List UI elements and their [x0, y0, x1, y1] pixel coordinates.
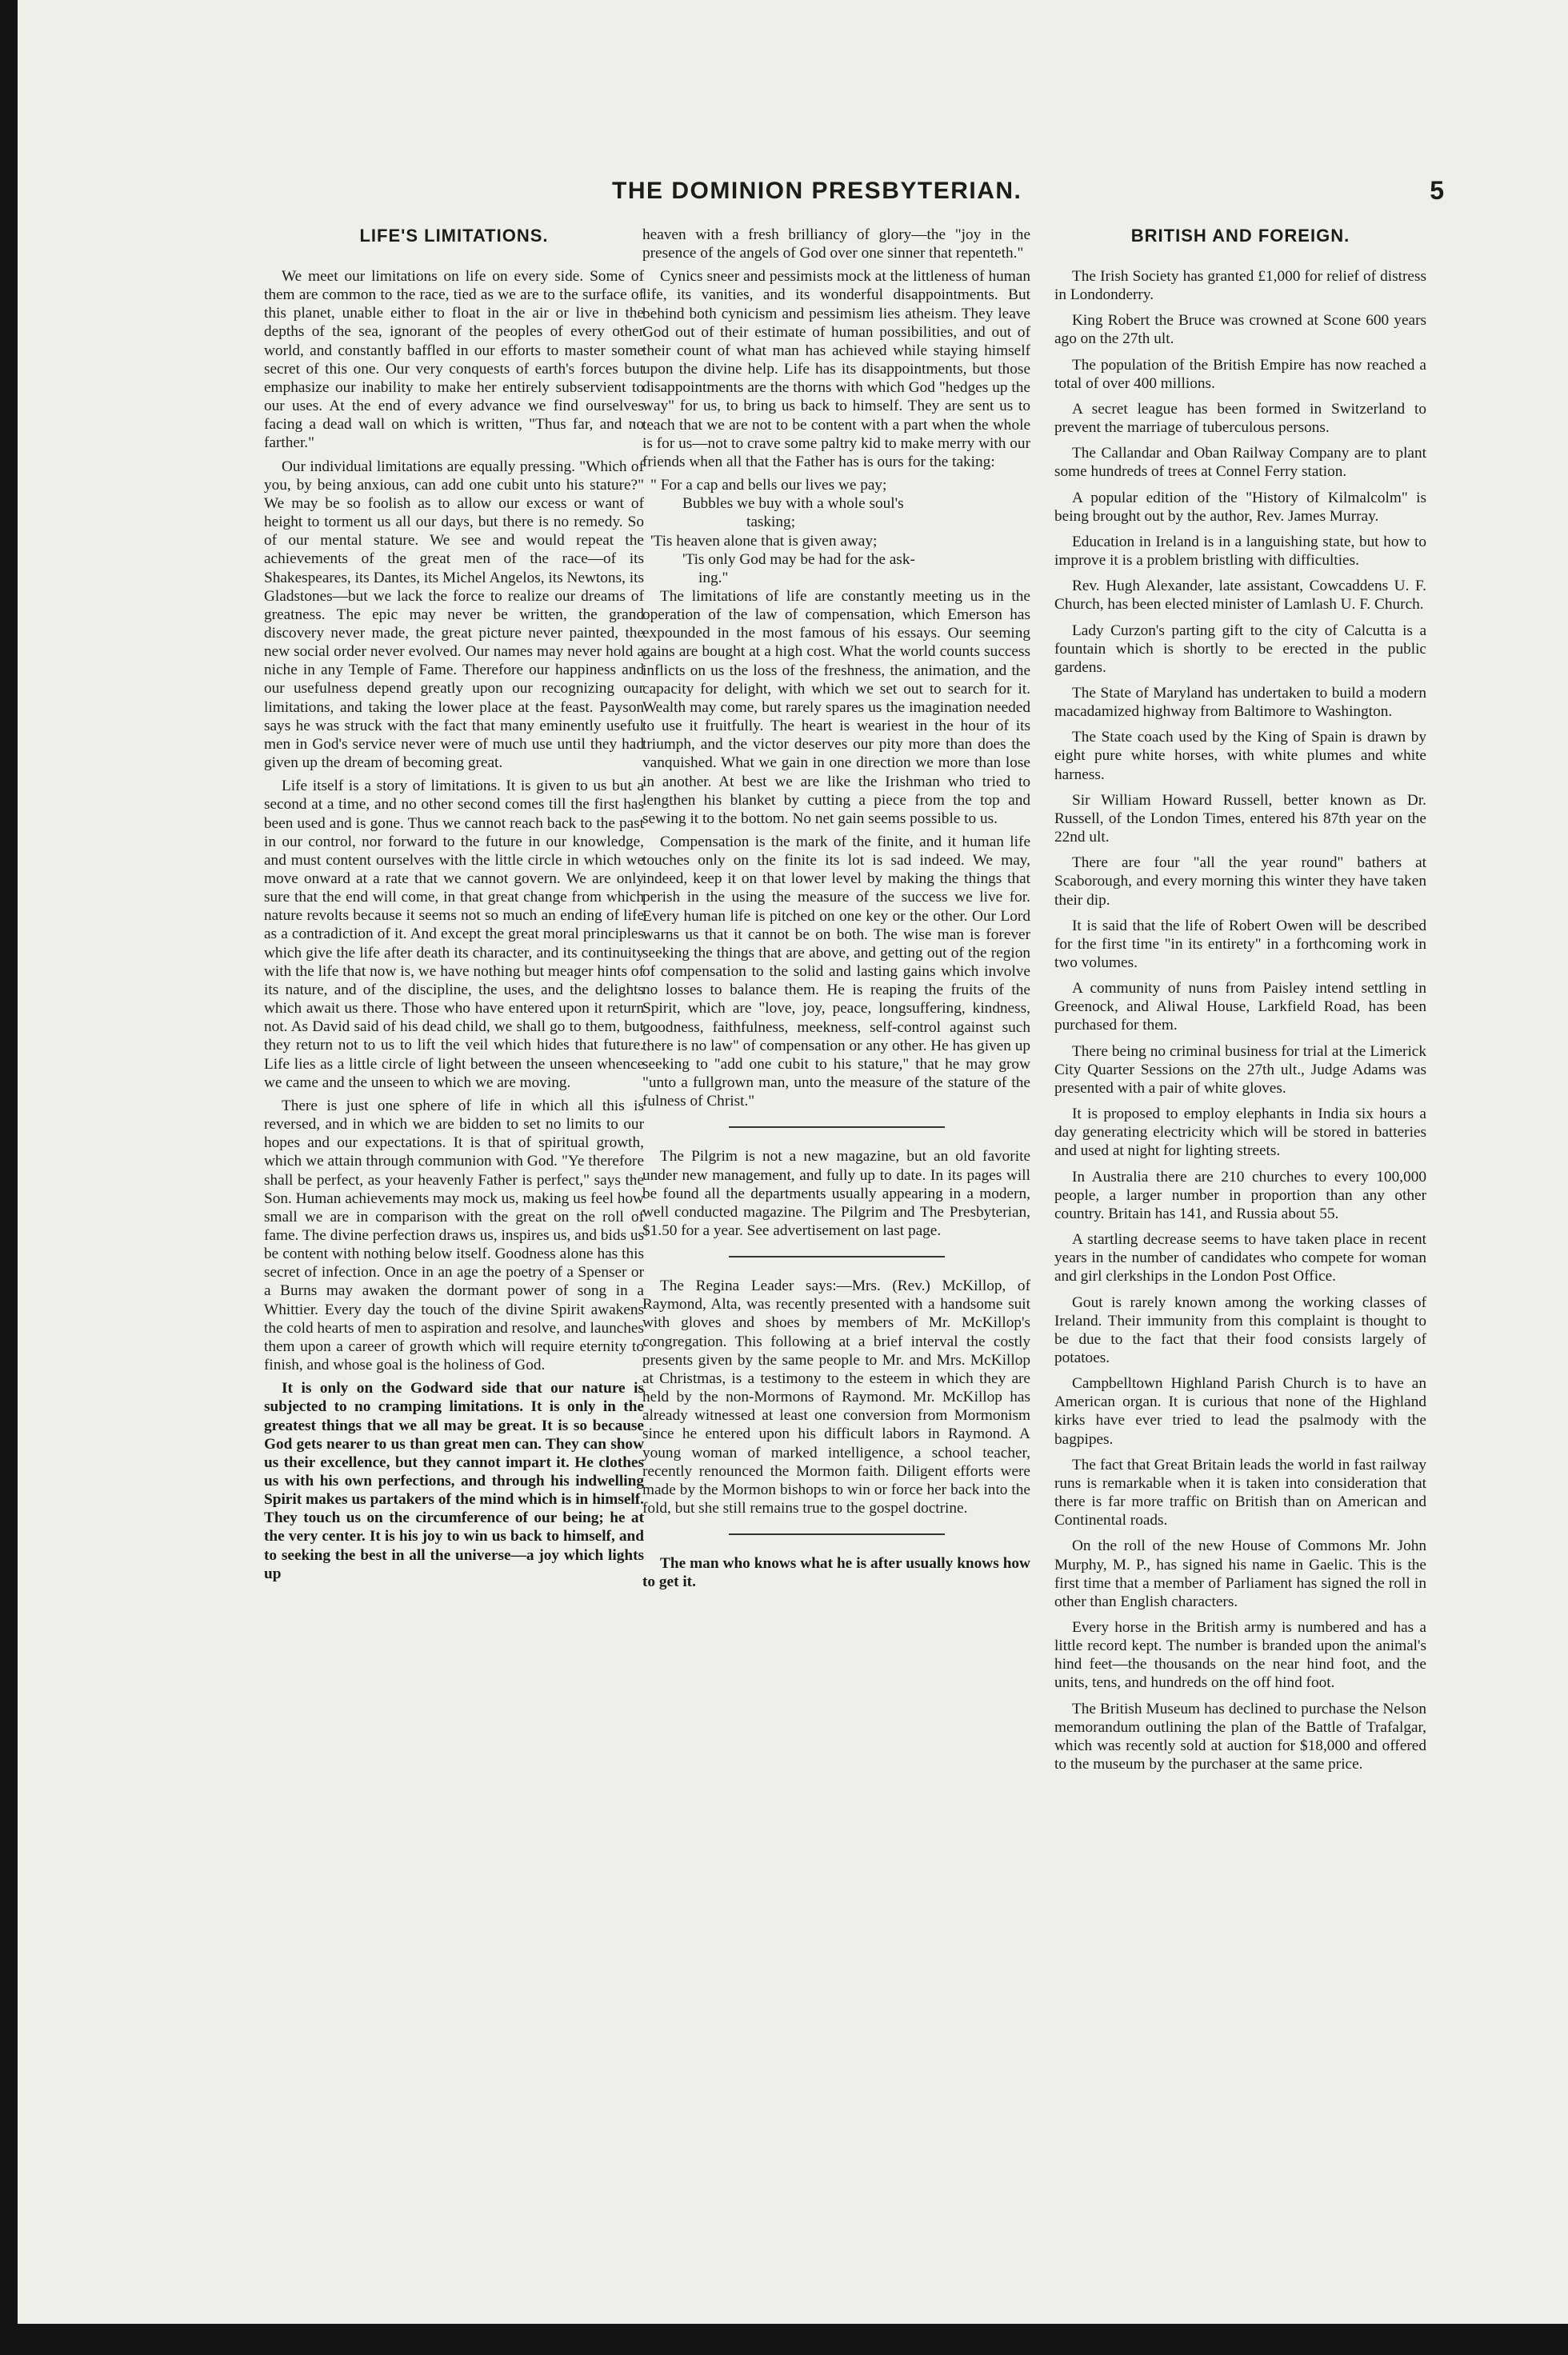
news-item: The fact that Great Britain leads the world in fast railway runs is remarkable when it is taken into consideration that there is far more traffic on British than on American and Continental roads. — [1054, 1456, 1426, 1529]
divider-rule — [729, 1126, 945, 1128]
page-number: 5 — [1430, 176, 1444, 205]
news-item: The population of the British Empire has now reached a total of over 400 millions. — [1054, 356, 1426, 392]
news-item: A secret league has been formed in Switzerland to prevent the marriage of tuberculous persons. — [1054, 400, 1426, 437]
column-1 — [264, 226, 644, 1588]
article-paragraph: heaven with a fresh brilliancy of glory—the "joy in the presence of the angels of God over one sinner that repenteth." — [642, 226, 1030, 262]
article-paragraph: Cynics sneer and pessimists mock at the littleness of human life, its vanities, and its wonderful disappointments. But behind both cynicism and pessimism lies atheism. They leave God out of their estimate of human possibilities, and out of their count of what man has achieved while staying himself upon the divine help. Life has its disappointments, but those disappointments are the thorns with which God "hedges up the way" for us, to bring us back to himself. They are sent us to teach that we are not to be content with a part when the whole is for us—not to crave some paltry kid to make merry with our friends when all that the Father has is ours for the taking: — [642, 268, 1030, 470]
news-item: It is said that the life of Robert Owen will be described for the first time "in its entirety" in a forthcoming work in two volumes. — [1054, 917, 1426, 971]
column-2 — [642, 226, 1030, 1596]
article-paragraph: We meet our limitations on life on every side. Some of them are common to the race, tied as we are to the surface of this planet, unable either to float in the air or live in the depths of the sea, ignorant of the peoples of every other world, and constantly baffled in our efforts to master some secret of this one. Our very conquests of earth's forces but emphasize our inability to make her entirely subservient to our uses. At the end of every advance we find ourselves facing a dead wall on which is written, "Thus far, and no farther." — [264, 268, 644, 452]
divider-rule — [729, 1256, 945, 1257]
news-item: A startling decrease seems to have taken place in recent years in the number of candidates who compete for woman and girl clerkships in the London Post Office. — [1054, 1231, 1426, 1285]
masthead: THE DOMINION PRESBYTERIAN. — [612, 178, 1022, 204]
poem-line: Bubbles we buy with a whole soul's — [682, 495, 904, 513]
news-item: Education in Ireland is in a languishing state, but how to improve it is a problem bristling with difficulties. — [1054, 533, 1426, 570]
news-item: A community of nuns from Paisley intend settling in Greenock, and Aliwal House, Larkfield Road, has been purchased for them. — [1054, 980, 1426, 1034]
news-item: The British Museum has declined to purchase the Nelson memorandum outlining the plan of the Battle of Trafalgar, which was recently sold at auction for $18,000 and offered to the museum by the purchaser at the same price. — [1054, 1700, 1426, 1773]
scan-edge-left — [0, 0, 18, 2355]
news-item: It is proposed to employ elephants in India six hours a day generating electricity which will be stored in batteries and used at night for lighting streets. — [1054, 1106, 1426, 1160]
column-3 — [1054, 226, 1426, 1781]
news-item: Campbelltown Highland Parish Church is to have an American organ. It is curious that none of the Highland kirks have ever tried to lead the psalmody with the bagpipes. — [1054, 1375, 1426, 1448]
page-header — [596, 178, 1444, 218]
regina-leader-notice: The Regina Leader says:—Mrs. (Rev.) McKillop, of Raymond, Alta, was recently presented with a handsome suit with gloves and shoes by members of Mr. McKillop's congregation. This following at a brief interval the costly presents given by the same people to Mr. and Mrs. McKillop at Christmas, is a testimony to the esteem in which they are held by the non-Mormons of Raymond. Mr. McKillop has already witnessed at least one conversion from Mormonism since he entered upon his difficult labors in Raymond. A young woman of marked intelligence, a school teacher, recently renounced the Mormon faith. Diligent efforts were made by the Mormon bishops to win or force her back into the fold, but she still remains true to the gospel doctrine. — [642, 1277, 1030, 1517]
poem-quote — [642, 476, 1030, 587]
article-paragraph: Life itself is a story of limitations. It is given to us but a second at a time, and no other second comes till the first has been used and is gone. Thus we cannot reach back to the past in our control, nor forward to the future in our knowledge, and must content ourselves with the little circle in which we move onward at a rate that we cannot govern. We are only sure that the end will come, in that great change from which nature revolts because it seems not so much an ending of life as a contradiction of it. And except the great moral principles which give the life after death its character, and its continuity with the life that now is, we have nothing but meager hints of its nature, and of the discipline, the uses, and the delights which await us there. Those who have entered upon it return not. As David said of his dead child, we shall go to them, but they return not to us to lift the veil which hides that future. Life lies as a little circle of light between the unseen whence we came and the unseen to which we are moving. — [264, 778, 644, 1091]
news-item: The State of Maryland has undertaken to build a modern macadamized highway from Baltimore to Washington. — [1054, 684, 1426, 721]
poem-line: 'Tis only God may be had for the ask- — [682, 550, 915, 568]
news-item: The Irish Society has granted £1,000 for relief of distress in Londonderry. — [1054, 268, 1426, 304]
section-heading-british-and-foreign: BRITISH AND FOREIGN. — [1130, 226, 1350, 246]
scan-edge-bottom — [0, 2324, 1568, 2355]
news-item: Every horse in the British army is numbered and has a little record kept. The number is branded upon the animal's hind feet—the thousands on the near hind foot, and the units, tens, and hundreds on the off hind foot. — [1054, 1619, 1426, 1692]
news-item: The State coach used by the King of Spain is drawn by eight pure white horses, with white plumes and white harness. — [1054, 729, 1426, 783]
poem-line: tasking; — [746, 514, 796, 531]
news-item: Sir William Howard Russell, better known as Dr. Russell, of the London Times, entered his 87th year on the 22nd ult. — [1054, 791, 1426, 846]
article-paragraph: It is only on the Godward side that our nature is subjected to no cramping limitations. It is only in the greatest things that we all may be great. It is so because God gets nearer to us than great men can. They can show us their excellence, but they cannot impart it. He clothes us with his own perfections, and through his indwelling Spirit makes us partakers of the mind which is in himself. They touch us on the circumference of our being; he at the very center. It is his joy to win us back to himself, and to seeking the best in all the universe—a joy which lights up — [264, 1380, 644, 1582]
news-item: On the roll of the new House of Commons Mr. John Murphy, M. P., has signed his name in Gaelic. This is the first time that a member of Parliament has signed the roll in other than English characters. — [1054, 1537, 1426, 1610]
article-paragraph: Our individual limitations are equally pressing. "Which of you, by being anxious, can add one cubit unto his stature?" We may be so foolish as to allow our excess or want of height to torment us all our days, but there is no remedy. So of our mental stature. We see and would repeat the achievements of the great men of the race—of its Shakespeares, its Dantes, its Michel Angelos, its Newtons, its Gladstones—but we lack the force to realize our dreams of greatness. The epic may never be written, the grand discovery never made, the great picture never painted, the new social order never evolved. Our names may never hold a niche in any Temple of Fame. Therefore our happiness and our usefulness depend greatly upon our recognizing our limitations, and taking the lower place at the feast. Payson says he was struck with the fact that many eminently useful men in God's service never were of much use until they had given up the dream of becoming great. — [264, 458, 644, 772]
news-items — [1054, 267, 1426, 1773]
poem-line: " For a cap and bells our lives we pay; — [650, 477, 887, 494]
news-item: There are four "all the year round" bathers at Scaborough, and every morning this winter they have taken their dip. — [1054, 854, 1426, 909]
article-paragraph: Compensation is the mark of the finite, and it human life touches only on the finite its lot is sad indeed. We may, indeed, keep it on that lower level by making the things that perish in the using the measure of the success we live for. Every human life is pitched on one key or the other. Our Lord warns us that it cannot be on both. The wise man is forever seeking the things that are above, and getting out of the region of compensation to the solid and lasting gains which involve no losses to balance them. He is reaping the fruits of the Spirit, which are "love, joy, peace, longsuffering, kindness, goodness, faithfulness, meekness, self-control against such there is no law" of compensation or any other. He has given up seeking to "add one cubit to his stature," that he may grow "unto a fullgrown man, unto the measure of the stature of the fulness of Christ." — [642, 834, 1030, 1110]
article-heading-lifes-limitations: LIFE'S LIMITATIONS. — [359, 226, 549, 246]
news-item: A popular edition of the "History of Kilmalcolm" is being brought out by the author, Rev. James Murray. — [1054, 489, 1426, 525]
news-item: Rev. Hugh Alexander, late assistant, Cowcaddens U. F. Church, has been elected minister of Lamlash U. F. Church. — [1054, 578, 1426, 614]
news-item: The Callandar and Oban Railway Company are to plant some hundreds of trees at Connel Ferry station. — [1054, 445, 1426, 481]
closing-aphorism: The man who knows what he is after usually knows how to get it. — [642, 1555, 1030, 1591]
poem-line: 'Tis heaven alone that is given away; — [650, 532, 878, 550]
poem-line: ing." — [698, 569, 729, 586]
news-item: Gout is rarely known among the working classes of Ireland. Their immunity from this complaint is thought to be due to the fact that their food consists largely of potatoes. — [1054, 1293, 1426, 1366]
article-paragraph: There is just one sphere of life in which all this is reversed, and in which we are bidden to set no limits to our hopes and our expectations. It is that of spiritual growth, which we attain through communion with God. "Ye therefore shall be perfect, as your heavenly Father is perfect," says the Son. Human achievements may mock us, making us feel how small we are in comparison with the great on the roll of fame. The divine perfection draws us, inspires us, and bids us be content with nothing below itself. Goodness alone has this secret of infection. Once in an age the poetry of a Spenser or a Burns may awaken the dormant power of song in a Whittier. Every day the touch of the divine Spirit awakens the cold hearts of men to aspiration and resolve, and launches them upon a career of growth which will require eternity to finish, and whose goal is the holiness of God. — [264, 1097, 644, 1374]
article-paragraph: The limitations of life are constantly meeting us in the operation of the law of compensation, which Emerson has expounded in the most famous of his essays. Our seeming gains are bought at a high cost. What the world counts success inflicts on us the loss of the freshness, the animation, and the capacity for delight, with which we set out to search for it. Wealth may come, but rarely spares us the imagination needed to use it fruitfully. The heart is weariest in the hour of its triumph, and the victor deserves our pity more than does the vanquished. What we gain in one direction we more than lose in another. At best we are like the Irishman who tried to lengthen his blanket by cutting a piece from the top and sewing it to the bottom. No net gain seems possible to us. — [642, 587, 1030, 827]
pilgrim-notice: The Pilgrim is not a new magazine, but an old favorite under new management, and fully up to date. In its pages will be found all the departments usually appearing in a modern, well conducted magazine. The Pilgrim and The Presbyterian, $1.50 for a year. See advertisement on last page. — [642, 1148, 1030, 1239]
news-item: King Robert the Bruce was crowned at Scone 600 years ago on the 27th ult. — [1054, 312, 1426, 348]
news-item: There being no criminal business for trial at the Limerick City Quarter Sessions on the 27th ult., Judge Adams was presented with a pair of white gloves. — [1054, 1042, 1426, 1097]
news-item: In Australia there are 210 churches to every 100,000 people, a larger number in proportion than any other country. Britain has 141, and Russia about 55. — [1054, 1168, 1426, 1222]
divider-rule — [729, 1533, 945, 1535]
news-item: Lady Curzon's parting gift to the city of Calcutta is a fountain which is shortly to be erected in the public gardens. — [1054, 622, 1426, 676]
